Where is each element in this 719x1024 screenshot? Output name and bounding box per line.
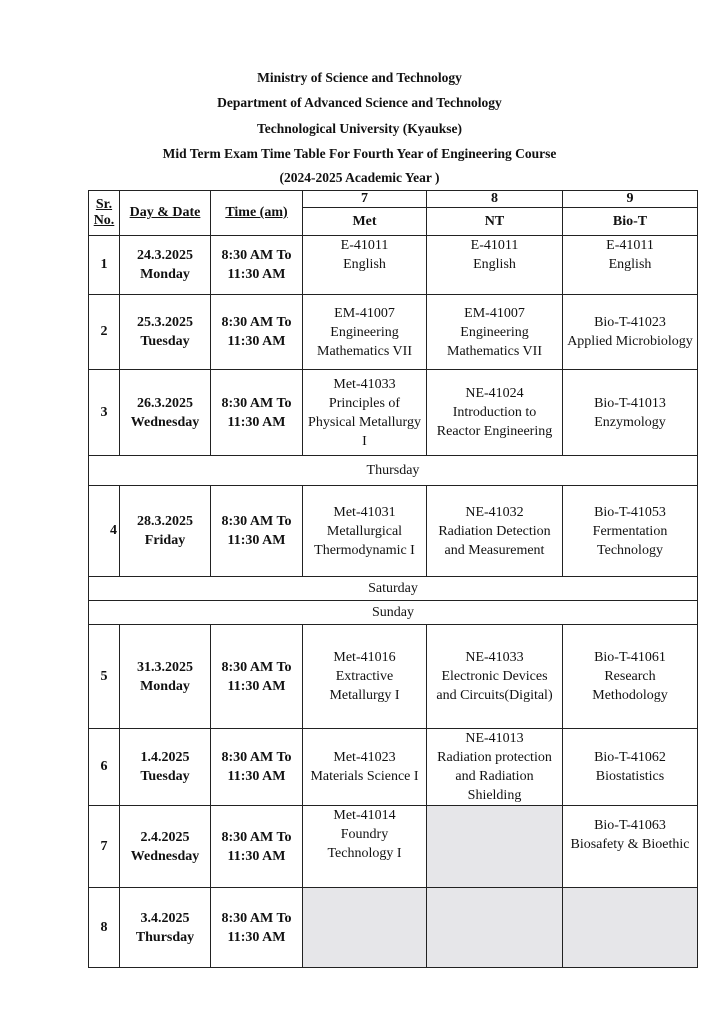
- met-cell: Met-41023 Materials Science I: [303, 729, 427, 806]
- bio-cell: Bio-T-41053 Fermentation Technology: [563, 486, 698, 577]
- university-title: Technological University (Kyaukse): [256, 121, 462, 136]
- day-date-header: Day & Date: [120, 191, 211, 236]
- time-cell: 8:30 AM To 11:30 AM: [211, 236, 303, 295]
- table-row: [89, 888, 698, 968]
- time-cell: 8:30 AM To 11:30 AM: [211, 625, 303, 729]
- date-cell: 1.4.2025 Tuesday: [120, 729, 211, 806]
- sr-cell: 5: [89, 625, 120, 729]
- academic-year: (2024-2025 Academic Year ): [279, 170, 440, 185]
- date-cell: 31.3.2025 Monday: [120, 625, 211, 729]
- date-cell: 3.4.2025 Thursday: [120, 888, 211, 968]
- time-cell: 8:30 AM To 11:30 AM: [211, 729, 303, 806]
- nt-cell: NE-41033 Electronic Devices and Circuits(Digital): [427, 625, 563, 729]
- met-cell: EM-41007 Engineering Mathematics VII: [303, 295, 427, 370]
- holiday-sunday: Sunday: [89, 601, 698, 625]
- holiday-thursday: Thursday: [89, 456, 698, 486]
- date-cell: 25.3.2025 Tuesday: [120, 295, 211, 370]
- table-row: [89, 729, 698, 806]
- table-row: [89, 625, 698, 729]
- table-row: [89, 236, 698, 295]
- bio-cell: E-41011 English: [563, 236, 698, 295]
- time-cell: 8:30 AM To 11:30 AM: [211, 295, 303, 370]
- time-cell: 8:30 AM To 11:30 AM: [211, 806, 303, 888]
- nt-cell: NE-41032 Radiation Detection and Measurement: [427, 486, 563, 577]
- date-cell: 2.4.2025 Wednesday: [120, 806, 211, 888]
- group-name: Met: [303, 208, 427, 236]
- sr-cell: 7: [89, 806, 120, 888]
- sr-cell: 1: [89, 236, 120, 295]
- bio-cell: Bio-T-41063 Biosafety & Bioethic: [563, 806, 698, 888]
- exam-timetable: [88, 190, 698, 968]
- bio-cell: Bio-T-41013 Enzymology: [563, 370, 698, 456]
- holiday-saturday: Saturday: [89, 577, 698, 601]
- group-name: NT: [427, 208, 563, 236]
- met-cell: Met-41014 Foundry Technology I: [303, 806, 427, 888]
- bio-cell: Bio-T-41061 Research Methodology: [563, 625, 698, 729]
- group-number: 7: [303, 191, 427, 208]
- table-row: [89, 295, 698, 370]
- date-cell: 26.3.2025 Wednesday: [120, 370, 211, 456]
- nt-cell: E-41011 English: [427, 236, 563, 295]
- empty-shaded-cell: [427, 888, 563, 968]
- met-cell: Met-41031 Metallurgical Thermodynamic I: [303, 486, 427, 577]
- group-number: 8: [427, 191, 563, 208]
- sr-cell: 4: [89, 486, 120, 577]
- met-cell: Met-41033 Principles of Physical Metallurgy I: [303, 370, 427, 456]
- department-title: Department of Advanced Science and Technology: [217, 95, 502, 110]
- table-row: [89, 486, 698, 577]
- sr-cell: 6: [89, 729, 120, 806]
- time-cell: 8:30 AM To 11:30 AM: [211, 486, 303, 577]
- group-name: Bio-T: [563, 208, 698, 236]
- date-cell: 28.3.2025 Friday: [120, 486, 211, 577]
- sr-cell: 2: [89, 295, 120, 370]
- sr-no-header: Sr. No.: [89, 191, 120, 236]
- ministry-title: Ministry of Science and Technology: [257, 70, 462, 85]
- met-cell: E-41011 English: [303, 236, 427, 295]
- time-cell: 8:30 AM To 11:30 AM: [211, 888, 303, 968]
- nt-cell: EM-41007 Engineering Mathematics VII: [427, 295, 563, 370]
- nt-cell: NE-41024 Introduction to Reactor Engineering: [427, 370, 563, 456]
- bio-cell: Bio-T-41062 Biostatistics: [563, 729, 698, 806]
- table-row: [89, 806, 698, 888]
- bio-cell: Bio-T-41023 Applied Microbiology: [563, 295, 698, 370]
- sr-cell: 8: [89, 888, 120, 968]
- empty-shaded-cell: [427, 806, 563, 888]
- nt-cell: NE-41013 Radiation protection and Radiation Shielding: [427, 729, 563, 806]
- empty-shaded-cell: [303, 888, 427, 968]
- sr-cell: 3: [89, 370, 120, 456]
- table-row: [89, 370, 698, 456]
- met-cell: Met-41016 Extractive Metallurgy I: [303, 625, 427, 729]
- time-cell: 8:30 AM To 11:30 AM: [211, 370, 303, 456]
- time-header: Time (am): [211, 191, 303, 236]
- group-number: 9: [563, 191, 698, 208]
- document-title: Mid Term Exam Time Table For Fourth Year of Engineering Course: [162, 146, 557, 161]
- date-cell: 24.3.2025 Monday: [120, 236, 211, 295]
- empty-shaded-cell: [563, 888, 698, 968]
